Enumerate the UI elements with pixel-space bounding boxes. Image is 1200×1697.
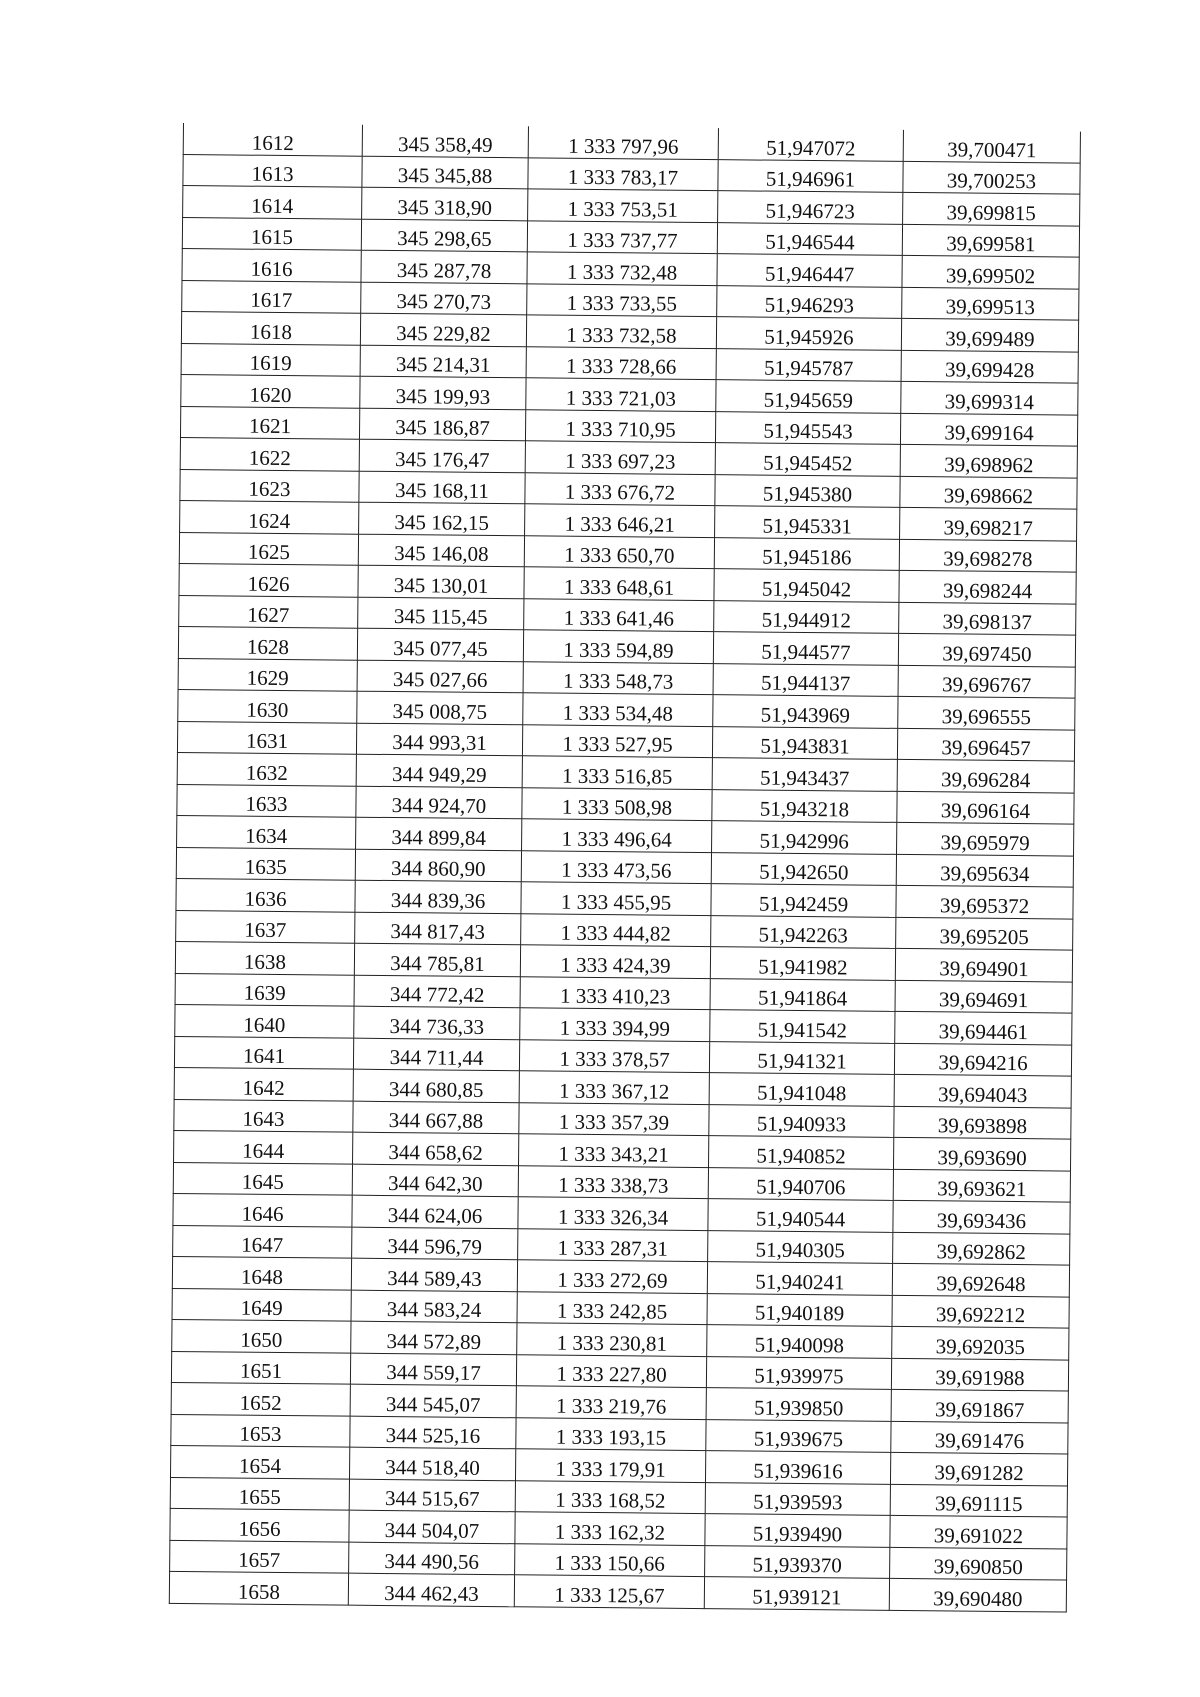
- y-coordinate-cell: 1 333 287,31: [518, 1228, 708, 1261]
- latitude-cell: 51,943969: [713, 695, 898, 728]
- latitude-cell: 51,939975: [706, 1356, 891, 1389]
- latitude-cell: 51,943437: [712, 758, 897, 791]
- point-number-cell: 1633: [177, 784, 356, 817]
- y-coordinate-cell: 1 333 648,61: [524, 567, 714, 600]
- x-coordinate-cell: 344 658,62: [353, 1132, 519, 1165]
- x-coordinate-cell: 344 559,17: [350, 1353, 516, 1386]
- y-coordinate-cell: 1 333 455,95: [521, 882, 711, 915]
- x-coordinate-cell: 344 624,06: [352, 1195, 518, 1228]
- x-coordinate-cell: 344 924,70: [356, 786, 522, 819]
- latitude-cell: 51,941321: [709, 1041, 894, 1074]
- x-coordinate-cell: 344 817,43: [355, 912, 521, 945]
- latitude-cell: 51,945926: [716, 317, 901, 350]
- point-number-cell: 1625: [179, 532, 358, 565]
- latitude-cell: 51,945331: [715, 506, 900, 539]
- y-coordinate-cell: 1 333 728,66: [526, 346, 716, 379]
- y-coordinate-cell: 1 333 783,17: [528, 157, 718, 190]
- latitude-cell: 51,940852: [709, 1136, 894, 1169]
- longitude-cell: 39,695979: [897, 822, 1074, 855]
- longitude-cell: 39,699428: [901, 350, 1078, 383]
- x-coordinate-cell: 344 772,42: [354, 975, 520, 1008]
- y-coordinate-cell: 1 333 150,66: [515, 1543, 705, 1576]
- y-coordinate-cell: 1 333 496,64: [522, 819, 712, 852]
- x-coordinate-cell: 345 146,08: [358, 534, 524, 567]
- point-number-cell: 1629: [178, 658, 357, 691]
- y-coordinate-cell: 1 333 737,77: [527, 220, 717, 253]
- point-number-cell: 1648: [172, 1256, 351, 1289]
- longitude-cell: 39,696164: [897, 791, 1074, 824]
- point-number-cell: 1639: [175, 973, 354, 1006]
- point-number-cell: 1635: [176, 847, 355, 880]
- y-coordinate-cell: 1 333 797,96: [528, 126, 718, 159]
- y-coordinate-cell: 1 333 676,72: [525, 472, 715, 505]
- x-coordinate-cell: 344 518,40: [349, 1447, 515, 1480]
- point-number-cell: 1623: [180, 469, 359, 502]
- point-number-cell: 1614: [183, 186, 362, 219]
- x-coordinate-cell: 344 545,07: [350, 1384, 516, 1417]
- x-coordinate-cell: 345 298,65: [361, 219, 527, 252]
- point-number-cell: 1649: [172, 1288, 351, 1321]
- y-coordinate-cell: 1 333 162,32: [515, 1512, 705, 1545]
- x-coordinate-cell: 345 287,78: [361, 250, 527, 283]
- latitude-cell: 51,946723: [718, 191, 903, 224]
- y-coordinate-cell: 1 333 272,69: [517, 1260, 707, 1293]
- longitude-cell: 39,698137: [899, 602, 1076, 635]
- latitude-cell: 51,945543: [715, 411, 900, 444]
- latitude-cell: 51,947072: [718, 128, 903, 161]
- point-number-cell: 1655: [170, 1477, 349, 1510]
- latitude-cell: 51,939370: [705, 1545, 890, 1578]
- latitude-cell: 51,941982: [710, 947, 895, 980]
- longitude-cell: 39,696284: [897, 759, 1074, 792]
- latitude-cell: 51,941048: [709, 1073, 894, 1106]
- longitude-cell: 39,700471: [903, 130, 1080, 163]
- y-coordinate-cell: 1 333 527,95: [522, 724, 712, 757]
- latitude-cell: 51,943218: [712, 789, 897, 822]
- longitude-cell: 39,692648: [892, 1263, 1069, 1296]
- x-coordinate-cell: 345 130,01: [358, 565, 524, 598]
- x-coordinate-cell: 345 008,75: [357, 691, 523, 724]
- longitude-cell: 39,700253: [903, 161, 1080, 194]
- longitude-cell: 39,691282: [890, 1452, 1067, 1485]
- x-coordinate-cell: 344 680,85: [353, 1069, 519, 1102]
- x-coordinate-cell: 345 270,73: [361, 282, 527, 315]
- point-number-cell: 1640: [175, 1004, 354, 1037]
- x-coordinate-cell: 345 318,90: [362, 187, 528, 220]
- point-number-cell: 1615: [182, 217, 361, 250]
- point-number-cell: 1619: [181, 343, 360, 376]
- latitude-cell: 51,944912: [714, 600, 899, 633]
- longitude-cell: 39,699502: [902, 255, 1079, 288]
- longitude-cell: 39,694461: [895, 1011, 1072, 1044]
- point-number-cell: 1656: [170, 1508, 349, 1541]
- y-coordinate-cell: 1 333 343,21: [519, 1134, 709, 1167]
- x-coordinate-cell: 345 358,49: [362, 125, 528, 158]
- y-coordinate-cell: 1 333 516,85: [522, 756, 712, 789]
- longitude-cell: 39,699815: [903, 192, 1080, 225]
- point-number-cell: 1628: [178, 626, 357, 659]
- point-number-cell: 1654: [171, 1445, 350, 1478]
- point-number-cell: 1624: [180, 500, 359, 533]
- y-coordinate-cell: 1 333 326,34: [518, 1197, 708, 1230]
- y-coordinate-cell: 1 333 357,39: [519, 1102, 709, 1135]
- latitude-cell: 51,939121: [704, 1577, 889, 1610]
- latitude-cell: 51,943831: [712, 726, 897, 759]
- point-number-cell: 1641: [174, 1036, 353, 1069]
- x-coordinate-cell: 344 589,43: [351, 1258, 517, 1291]
- point-number-cell: 1620: [181, 374, 360, 407]
- y-coordinate-cell: 1 333 753,51: [528, 189, 718, 222]
- point-number-cell: 1647: [173, 1225, 352, 1258]
- y-coordinate-cell: 1 333 179,91: [515, 1449, 705, 1482]
- point-number-cell: 1617: [182, 280, 361, 313]
- x-coordinate-cell: 344 949,29: [356, 754, 522, 787]
- longitude-cell: 39,694901: [895, 948, 1072, 981]
- longitude-cell: 39,696555: [898, 696, 1075, 729]
- point-number-cell: 1646: [173, 1193, 352, 1226]
- x-coordinate-cell: 344 860,90: [355, 849, 521, 882]
- longitude-cell: 39,698662: [900, 476, 1077, 509]
- longitude-cell: 39,698962: [900, 444, 1077, 477]
- y-coordinate-cell: 1 333 378,57: [519, 1039, 709, 1072]
- longitude-cell: 39,692035: [892, 1326, 1069, 1359]
- y-coordinate-cell: 1 333 534,48: [523, 693, 713, 726]
- longitude-cell: 39,691022: [890, 1515, 1067, 1548]
- y-coordinate-cell: 1 333 650,70: [524, 535, 714, 568]
- y-coordinate-cell: 1 333 732,48: [527, 252, 717, 285]
- longitude-cell: 39,698244: [899, 570, 1076, 603]
- longitude-cell: 39,693898: [894, 1106, 1071, 1139]
- longitude-cell: 39,691115: [890, 1484, 1067, 1517]
- y-coordinate-cell: 1 333 548,73: [523, 661, 713, 694]
- longitude-cell: 39,696767: [898, 665, 1075, 698]
- point-number-cell: 1613: [183, 154, 362, 187]
- y-coordinate-cell: 1 333 721,03: [526, 378, 716, 411]
- x-coordinate-cell: 344 993,31: [356, 723, 522, 756]
- point-number-cell: 1644: [174, 1130, 353, 1163]
- point-number-cell: 1650: [172, 1319, 351, 1352]
- latitude-cell: 51,941542: [710, 1010, 895, 1043]
- x-coordinate-cell: 345 186,87: [359, 408, 525, 441]
- x-coordinate-cell: 344 736,33: [354, 1006, 520, 1039]
- latitude-cell: 51,939593: [705, 1482, 890, 1515]
- x-coordinate-cell: 345 162,15: [359, 502, 525, 535]
- latitude-cell: 51,942459: [711, 884, 896, 917]
- point-number-cell: 1638: [175, 941, 354, 974]
- latitude-cell: 51,945186: [714, 537, 899, 570]
- x-coordinate-cell: 345 077,45: [357, 628, 523, 661]
- longitude-cell: 39,694216: [894, 1043, 1071, 1076]
- longitude-cell: 39,699489: [901, 318, 1078, 351]
- x-coordinate-cell: 345 176,47: [359, 439, 525, 472]
- y-coordinate-cell: 1 333 394,99: [520, 1008, 710, 1041]
- x-coordinate-cell: 345 115,45: [358, 597, 524, 630]
- point-number-cell: 1632: [177, 752, 356, 785]
- x-coordinate-cell: 344 462,43: [348, 1573, 514, 1606]
- y-coordinate-cell: 1 333 646,21: [525, 504, 715, 537]
- longitude-cell: 39,693621: [893, 1169, 1070, 1202]
- y-coordinate-cell: 1 333 125,67: [514, 1575, 704, 1608]
- latitude-cell: 51,942263: [711, 915, 896, 948]
- x-coordinate-cell: 344 504,07: [349, 1510, 515, 1543]
- x-coordinate-cell: 344 642,30: [352, 1164, 518, 1197]
- longitude-cell: 39,691476: [891, 1421, 1068, 1454]
- coordinate-table: [169, 123, 1081, 1612]
- y-coordinate-cell: 1 333 733,55: [527, 283, 717, 316]
- point-number-cell: 1627: [179, 595, 358, 628]
- y-coordinate-cell: 1 333 424,39: [520, 945, 710, 978]
- y-coordinate-cell: 1 333 338,73: [518, 1165, 708, 1198]
- y-coordinate-cell: 1 333 230,81: [517, 1323, 707, 1356]
- latitude-cell: 51,939675: [706, 1419, 891, 1452]
- longitude-cell: 39,698217: [900, 507, 1077, 540]
- latitude-cell: 51,940241: [707, 1262, 892, 1295]
- latitude-cell: 51,939490: [705, 1514, 890, 1547]
- y-coordinate-cell: 1 333 710,95: [525, 409, 715, 442]
- latitude-cell: 51,940933: [709, 1104, 894, 1137]
- x-coordinate-cell: 344 899,84: [356, 817, 522, 850]
- point-number-cell: 1643: [174, 1099, 353, 1132]
- longitude-cell: 39,695372: [896, 885, 1073, 918]
- x-coordinate-cell: 344 583,24: [351, 1290, 517, 1323]
- latitude-cell: 51,940189: [707, 1293, 892, 1326]
- point-number-cell: 1645: [173, 1162, 352, 1195]
- x-coordinate-cell: 345 214,31: [360, 345, 526, 378]
- latitude-cell: 51,945787: [716, 348, 901, 381]
- longitude-cell: 39,691988: [891, 1358, 1068, 1391]
- point-number-cell: 1653: [171, 1414, 350, 1447]
- longitude-cell: 39,694043: [894, 1074, 1071, 1107]
- latitude-cell: 51,939616: [705, 1451, 890, 1484]
- latitude-cell: 51,940098: [707, 1325, 892, 1358]
- latitude-cell: 51,945380: [715, 474, 900, 507]
- latitude-cell: 51,942650: [711, 852, 896, 885]
- point-number-cell: 1634: [177, 815, 356, 848]
- y-coordinate-cell: 1 333 219,76: [516, 1386, 706, 1419]
- latitude-cell: 51,939850: [706, 1388, 891, 1421]
- x-coordinate-cell: 344 572,89: [351, 1321, 517, 1354]
- latitude-cell: 51,946961: [718, 159, 903, 192]
- latitude-cell: 51,940706: [708, 1167, 893, 1200]
- point-number-cell: 1637: [176, 910, 355, 943]
- longitude-cell: 39,695205: [896, 917, 1073, 950]
- longitude-cell: 39,690850: [890, 1547, 1067, 1580]
- point-number-cell: 1658: [169, 1571, 348, 1604]
- x-coordinate-cell: 344 490,56: [349, 1542, 515, 1575]
- y-coordinate-cell: 1 333 473,56: [521, 850, 711, 883]
- longitude-cell: 39,695634: [896, 854, 1073, 887]
- latitude-cell: 51,941864: [710, 978, 895, 1011]
- point-number-cell: 1631: [177, 721, 356, 754]
- longitude-cell: 39,692862: [893, 1232, 1070, 1265]
- x-coordinate-cell: 344 515,67: [349, 1479, 515, 1512]
- x-coordinate-cell: 345 199,93: [360, 376, 526, 409]
- longitude-cell: 39,692212: [892, 1295, 1069, 1328]
- latitude-cell: 51,940544: [708, 1199, 893, 1232]
- latitude-cell: 51,946447: [717, 254, 902, 287]
- latitude-cell: 51,945659: [716, 380, 901, 413]
- x-coordinate-cell: 344 596,79: [352, 1227, 518, 1260]
- point-number-cell: 1642: [174, 1067, 353, 1100]
- point-number-cell: 1651: [171, 1351, 350, 1384]
- longitude-cell: 39,694691: [895, 980, 1072, 1013]
- latitude-cell: 51,946293: [717, 285, 902, 318]
- longitude-cell: 39,697450: [898, 633, 1075, 666]
- longitude-cell: 39,691867: [891, 1389, 1068, 1422]
- y-coordinate-cell: 1 333 367,12: [519, 1071, 709, 1104]
- longitude-cell: 39,693436: [893, 1200, 1070, 1233]
- latitude-cell: 51,946544: [717, 222, 902, 255]
- x-coordinate-cell: 345 345,88: [362, 156, 528, 189]
- latitude-cell: 51,944577: [713, 632, 898, 665]
- y-coordinate-cell: 1 333 732,58: [526, 315, 716, 348]
- point-number-cell: 1621: [180, 406, 359, 439]
- point-number-cell: 1636: [176, 878, 355, 911]
- y-coordinate-cell: 1 333 193,15: [516, 1417, 706, 1450]
- y-coordinate-cell: 1 333 242,85: [517, 1291, 707, 1324]
- latitude-cell: 51,940305: [708, 1230, 893, 1263]
- point-number-cell: 1630: [178, 689, 357, 722]
- y-coordinate-cell: 1 333 410,23: [520, 976, 710, 1009]
- point-number-cell: 1657: [170, 1540, 349, 1573]
- x-coordinate-cell: 345 027,66: [357, 660, 523, 693]
- point-number-cell: 1618: [181, 311, 360, 344]
- longitude-cell: 39,699314: [901, 381, 1078, 414]
- x-coordinate-cell: 345 229,82: [360, 313, 526, 346]
- y-coordinate-cell: 1 333 444,82: [521, 913, 711, 946]
- coordinate-table-body: [169, 123, 1080, 1612]
- longitude-cell: 39,690480: [889, 1578, 1066, 1611]
- x-coordinate-cell: 344 785,81: [354, 943, 520, 976]
- longitude-cell: 39,699164: [900, 413, 1077, 446]
- latitude-cell: 51,945042: [714, 569, 899, 602]
- x-coordinate-cell: 344 839,36: [355, 880, 521, 913]
- y-coordinate-cell: 1 333 227,80: [516, 1354, 706, 1387]
- y-coordinate-cell: 1 333 594,89: [523, 630, 713, 663]
- point-number-cell: 1626: [179, 563, 358, 596]
- point-number-cell: 1612: [183, 123, 362, 156]
- x-coordinate-cell: 344 711,44: [353, 1038, 519, 1071]
- x-coordinate-cell: 344 667,88: [353, 1101, 519, 1134]
- latitude-cell: 51,945452: [715, 443, 900, 476]
- x-coordinate-cell: 344 525,16: [350, 1416, 516, 1449]
- longitude-cell: 39,696457: [897, 728, 1074, 761]
- latitude-cell: 51,942996: [712, 821, 897, 854]
- point-number-cell: 1652: [171, 1382, 350, 1415]
- latitude-cell: 51,944137: [713, 663, 898, 696]
- longitude-cell: 39,699581: [902, 224, 1079, 257]
- y-coordinate-cell: 1 333 168,52: [515, 1480, 705, 1513]
- point-number-cell: 1622: [180, 437, 359, 470]
- x-coordinate-cell: 345 168,11: [359, 471, 525, 504]
- y-coordinate-cell: 1 333 508,98: [522, 787, 712, 820]
- longitude-cell: 39,699513: [902, 287, 1079, 320]
- longitude-cell: 39,693690: [893, 1137, 1070, 1170]
- longitude-cell: 39,698278: [899, 539, 1076, 572]
- point-number-cell: 1616: [182, 248, 361, 281]
- y-coordinate-cell: 1 333 697,23: [525, 441, 715, 474]
- y-coordinate-cell: 1 333 641,46: [524, 598, 714, 631]
